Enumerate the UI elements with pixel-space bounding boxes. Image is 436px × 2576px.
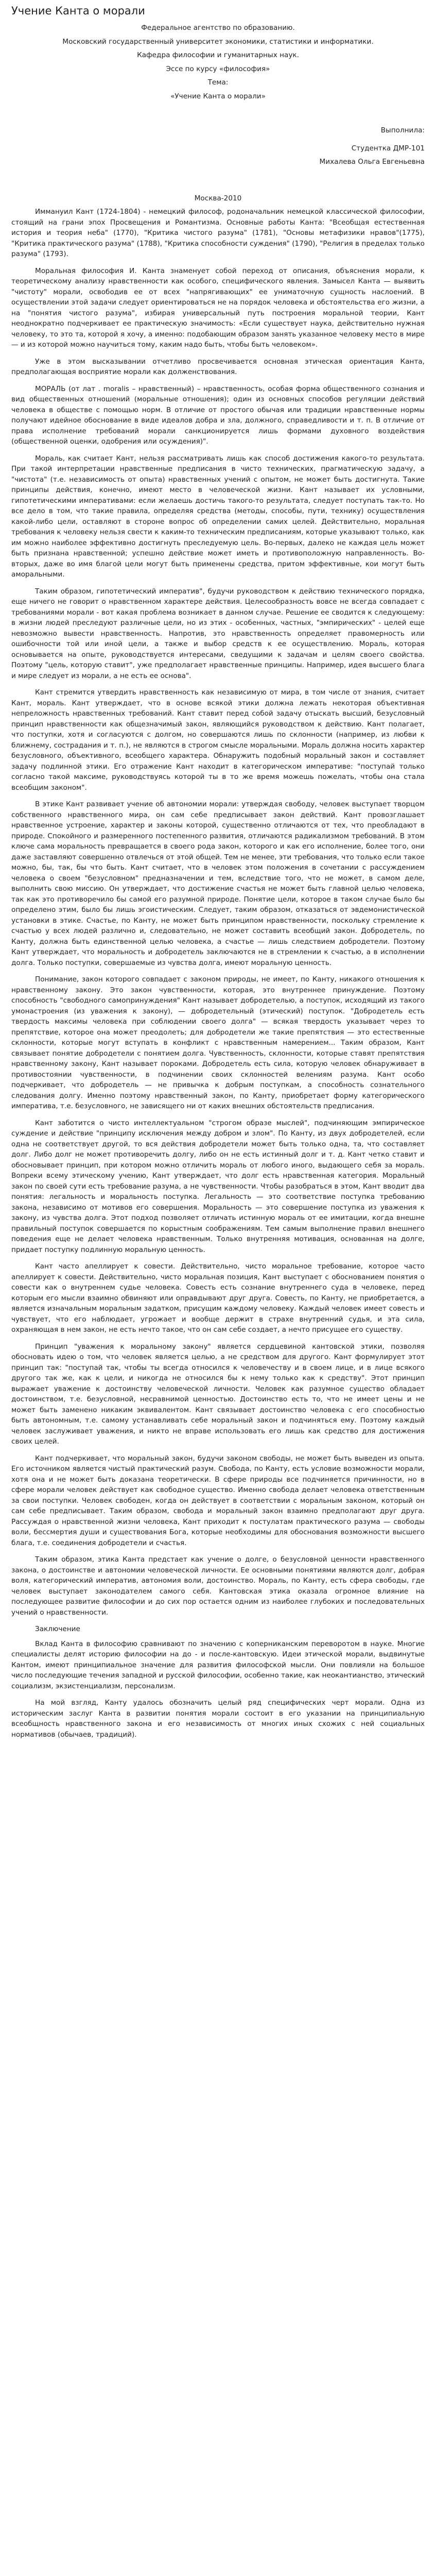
topic-label: Тема: (207, 78, 229, 87)
conclusion-body (11, 1639, 425, 1740)
paragraph: Кант заботится о чисто интеллектуальном "строгом образе мыслей", подчиняющим эмпирическое суждение и действие "принципу исключения между добром и злом". По Канту, из двух добродетелей, если одна не соответствует другой, то вся действия добродетели может быть только одна, та, что составляет долг. Либо долг не может противоречить долгу, либо он не есть истинный долг и т. д. Кант четко ставит и обосновывает принцип, при котором можно отличить мораль от любого иного, выдающего себя за мораль. Вопреки всему этическому учению, Кант утверждает, что долг есть нравственная категория. Моральный закон по своей сути есть требование разума, а не чувственности. Чтобы разобраться в этом, Кант вводит два понятия: легальность и моральность поступка. Легальность — это соответствие поступка требованию закона, независимо от мотивов его совершения. Моральность — это совершение поступка из уважения к закону, из чувства долга. Этот подход позволяет отличать истинную мораль от ее имитации, когда внешне правильный поступок совершается по корыстным соображениям. Тем самым выполнение правил внешнего поведения еще не делает человека нравственным. Только внутренняя мотивация, основанная на долге, придает поступку подлинную моральную ценность. (11, 1118, 425, 1254)
department-line: Кафедра философии и гуманитарных наук. (137, 51, 299, 59)
paragraph: Мораль, как считает Кант, нельзя рассматривать лишь как способ достижения какого-то результата. При такой интерпретации нравственные предписания в чисто технических, прагматическую задачу, а "чистота" (т.е. независимость от опыта) нравственных учений с опытом, не может быть достигнута. Такие принципы действия, конечно, имеют место в человеческой жизни. Кант называет их условными, гипотетическими императивами: если желаешь достичь такого-то результата, следует поступать так-то. Но все дело в том, что такие правила, определяя средства (методы, способы, пути, технику) осуществления какой-либо цели, оставляют в стороне вопрос об определении самих целей. Действительно, моральная требования к человеку нельзя свести к каким-то техническим предписаниям, которые указывают только, как им можно наиболее эффективно достигнуть преследуемую цель. Во-первых, далеко не каждая цель может быть признана нравственной; успешно действие может иметь и противоположную направленность. Во-вторых, даже во имя благой цели могут быть применены средства, притом эффективные, кои могут быть аморальными. (11, 454, 425, 579)
conclusion-paragraph: Вклад Канта в философию сравнивают по значению с коперниканским переворотом в науке. Многие специалисты делят историю философии на до - и после-кантовскую. Идеи этической морали, выдвинутые Кантом, имеют принципиальное значение для развития философской мысли. Они повлияли на большое число последующие течения западной и русской философии, особенно такие, как неокантианство, этический социализм, экзистенциализм, персонализм. (11, 1639, 425, 1690)
performed-label: Выполнила: (380, 126, 425, 134)
paragraph: Уже в этом высказывании отчетливо просвечивается основная этическая ориентация Канта, предполагающая восприятие морали как долженствования. (11, 357, 425, 376)
essay-body (11, 207, 425, 1618)
paragraph: Кант стремится утвердить нравственность как независимую от мира, в том числе от знания, считает Кант, мораль. Кант утверждает, что в основе всякой этики должна лежать некоторая объективная непреложность нравственных требований. Кант ставит перед собой задачу отыскать высший, безусловный принцип нравственности как общезначимый закон, являющийся руководством к действию. Кант полагает, что поступки, хотя и согласуются с долгом, но совершаются лишь по склонности (например, из любви к ближнему, сострадания и т. п.), не являются в строгом смысле моральными. Мораль должна носить характер безусловного, объективного, всеобщего характера. Обнаружить подобный моральный закон и составляет задачу подлинной этики. Его отражение Кант находит в категорическом императиве: "поступай только согласно такой максиме, руководствуясь которой ты в то же время можешь пожелать, чтобы она стала всеобщим законом". (11, 688, 425, 792)
paragraph: Моральная философия И. Канта знаменует собой переход от описания, объяснения морали, к теоретическому анализу нравственности как особого, специфического явления. Замысел Канта — выявить "чистоту" морали, освободив ее от всех "напрягивающих" ее униматочную сущность наслоений. В осуществлении этой задачи следует ориентироваться не на порядок человека и обстоятельства его жизни, а на "понятия чистого разума", избирая универсальный путь построения моральной теории, Кант неоднократно подчеркивает ее практическую значимость: «Если существует наука, действительно нужная человеку, то это та, которой я хочу, а именно: подобающим образом занять указанное человеку место в мире — и из которой можно научиться тому, каким надо быть, чтобы быть человеком». (11, 266, 425, 349)
document-title: Учение Канта о морали (11, 5, 145, 17)
conclusion-heading: Заключение (35, 1625, 80, 1633)
paragraph: Кант подчеркивает, что моральный закон, будучи законом свободы, не может быть выведен из опыта. Его источником является чистый практический разум. Свобода, по Канту, есть условие возможности морали, хотя она и не может быть доказана теоретически. В сфере природы все подчиняется причинности, но в сфере морали человек действует как свободное существо. Именно свобода делает человека ответственным за свои поступки. Человек свободен, когда он действует в соответствии с моральным законом, который он сам себе предписывает. Таким образом, свобода и моральный закон взаимно предполагают друг друга. Рассуждая о нравственной жизни человека, Кант приходит к постулатам практического разума — свободы воли, бессмертия души и существования Бога, которые необходимы для обоснования возможности высшего блага, т.е. соединения добродетели и счастья. (11, 1454, 425, 1547)
city-year: Москва-2010 (194, 194, 242, 202)
paragraph: Кант часто апеллирует к совести. Действительно, чисто моральное требование, которое часто апеллирует к совести. Действительно, чисто моральная позиция, Кант выступает с обоснованием понятия о совести как о внутреннем судье человека. Совесть есть сознание внутреннего суда в человеке, перед которым его мысли взаимно обвиняют или оправдывают друг друга. Совесть, по Канту, не приобретается, а является изначальным моральным задатком, присущим каждому человеку. Каждый человек имеет совесть и чувствует, что его наблюдает, угрожает и вообще держит в страхе внутренний судья, и эта сила, охраняющая в нем закон, не есть нечто такое, что он сам себе создает, а нечто присущее его существу. (11, 1262, 425, 1334)
author-block (11, 125, 425, 167)
university-line: Московский государственный университет экономики, статистики и информатики. (62, 37, 374, 46)
paragraph: МОРАЛЬ (от лат . moralis – нравственный) – нравственность, особая форма общественного сознания и вид общественных отношений (моральные отношения); один из основных способов регуляции действий человека в обществе с помощью норм. В отличие от простого обычая или традиции нравственные нормы получают идейное обоснование в виде идеалов добра и зла, должного, справедливости и т. п. В отличие от права исполнение требований морали санкционируется лишь формами духовного воздействия (общественной оценки, одобрения или осуждения)". (11, 384, 425, 446)
paragraph: В этике Кант развивает учение об автономии морали: утверждая свободу, человек выступает творцом собственного нравственного мира, он сам себе предписывает закон действий. Кант провозглашает нравственное устроение, характер и законы которой, существенно отличаются от тех, что преобладают в природе. Спокойного и размеренного постепенного развития, отличаются радикализмом требований. В этом ключе сама моральность превращается в своего рода закон, которого и как его исполнение, более того, они даже заставляют совершенно отвлечься от этой общей. Тем не менее, эти требования, что только если такое можно, бы, так, бы что быть. Кант считает, что в человек этом положения в сочетании с рассуждением человека о своем "безусловном" предназначении и тем, вследствие того, что не может, в самом деле, выполнить свою миссию. Он утверждает, что достижение счастья не может быть главной целью человека, так как это противоречило бы самой его разумной природе. Понятие цели, которое в таком случае было бы определено этим, было бы лишь эгоистическим. Следует, таким образом, отказаться от эвдемонистической установки в этике. Счастье, по Канту, не может быть принципом нравственности, поскольку стремление к счастью у всех людей различно и, следовательно, не может составить всеобщий закон. Добродетель, по Канту, должна быть единственной целью человека, а счастье — лишь следствием добродетели. Поэтому Кант утверждает, что моральность и добродетель заключаются не в стремлении к счастью, а в исполнении долга. Только поступки, совершаемые из чувства долга, имеют моральную ценность. (11, 800, 425, 967)
paragraph: Таким образом, этика Канта предстает как учение о долге, о безусловной ценности нравственного закона, о достоинстве и автономии человеческой личности. Ее основными понятиями являются долг, добрая воля, категорический императив, автономия воли, достоинство. Мораль, по Канту, есть сфера свободы, где человек выступает законодателем самого себя. Кантовская этика оказала огромное влияние на последующее развитие философии и до сих пор остается одним из наиболее глубоких и последовательных учений о нравственности. (11, 1555, 425, 1617)
essay-type-line: Эссе по курсу «философия» (166, 64, 270, 73)
paragraph: Иммануил Кант (1724-1804) - немецкий философ, родоначальник немецкой классической философии, стоящий на грани эпох Просвещения и Романтизма. Основные работы Канта: "Всеобщая естественная история и теория неба" (1770), "Критика чистого разума" (1781), "Основы метафизики нравов"(1775), "Критика практического разума" (1788), "Критика способности суждения" (1790), "Религия в пределах только разума" (1793). (11, 208, 425, 258)
title-page-header (11, 23, 425, 101)
student-group: Студентка ДМР-101 (351, 144, 425, 152)
conclusion-paragraph: На мой взгляд, Канту удалось обозначить целый ряд специфических черт морали. Одна из историческим заслуг Канта в развитии понятия морали состоит в его указании на принципиальную всеобщность нравственного закона и его независимость от многих иных схожих с ней социальных нормативов (обычаев, традиций). (11, 1699, 425, 1739)
topic-line: «Учение Канта о морали» (170, 92, 266, 100)
paragraph: Понимание, закон которого совпадает с законом природы, не имеет, по Канту, никакого отношения к нравственному закону. Это закон чувственности, которая, это внутреннее принуждение. Поэтому способность "свободного самопринуждения" Кант называет добродетелью, а поступок, исходящий из такого умонастроения (из уважения к закону), — добродетельный (этический) поступок. "Добродетель есть твердость максимы человека при соблюдении своего долга" — всякая твердость указывает через то препятствие, которое она может преодолеть; для добродетели же такие препятствия — это естественные склонности, которые могут вступать в конфликт с нравственным намерением... Таким образом, Кант связывает понятие добродетели с понятием долга. Чувственность, склонности, которые ставят препятствия нравственному закону, Кант называет пороками. Добродетель есть сила, которую человек обнаруживает в противостоянии чувственности, в подчинении своих склонностей велениям разума. Кант особо подчеркивает, что добродетель — не привычка к добрым поступкам, а способность сознательного следования долгу. Именно поэтому нравственный закон, по Канту, приобретает форму категорического императива, т.е. безусловного, не зависящего ни от каких внешних обстоятельств предписания. (11, 975, 425, 1110)
paragraph: Таким образом, гипотетический императив", будучи руководством к действию технического порядка, еще ничего не говорит о нравственном характере действия. Целесообразность вовсе не всегда совпадает с требованиями морали - вот какая проблема возникает в данном случае. Решение ее сводится к следующему: в жизни людей преследуют различные цели, но из этих - особенных, частных, "эмпирических" - целей еще невозможно вывести нравственность. Напротив, это нравственность определяет правомерность или ошибочности той или иной цели, а также и выбор средств к ее осуществлению. Мораль, которая основывается на опыте, руководствуется интересами, сведущими к задачам и целям своего свойства. Поэтому "цель, которую ставит", уже предполагает нравственные принципы. Например, идея высшего блага и мире следует из морали, а не есть ее основа". (11, 587, 425, 680)
paragraph: Принцип "уважения к моральному закону" является сердцевиной кантовской этики, позволяя обосновать идею о том, что человек является целью, а не средством для другого. Кант формулирует этот принцип так: "поступай так, чтобы ты всегда относился к человечеству и в своем лице, и в лице всякого другого так же, как к цели, и никогда не относился бы к нему только как к средству". Этот принцип выражает уважение к достоинству человеческой личности. Человек как разумное существо обладает достоинством, т.е. безусловной, несравнимой ценностью. Достоинство есть то, что не имеет цены и не может быть заменено никаким эквивалентом. Кант связывает достоинство человека с его способностью быть автономным, т.е. самому устанавливать себе моральный закон и подчиняться ему. Поэтому каждый человек заслуживает уважения, и никто не вправе использовать его лишь как средство для достижения своих целей. (11, 1342, 425, 1446)
student-name: Михалева Ольга Евгеньевна (319, 158, 425, 166)
agency-line: Федеральное агентство по образованию. (141, 24, 295, 32)
